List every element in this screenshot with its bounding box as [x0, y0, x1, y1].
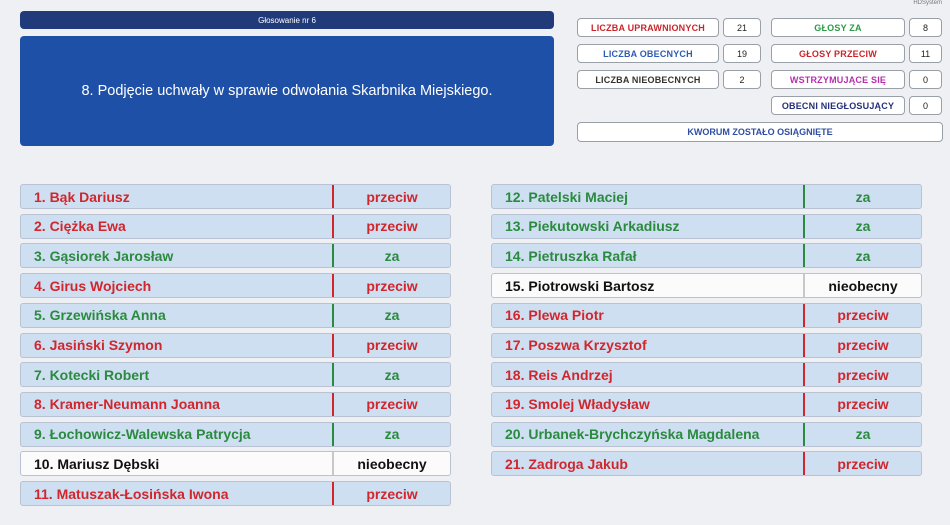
vote-result: przeciw: [332, 185, 450, 208]
councillor-name: 7. Kotecki Robert: [34, 366, 150, 383]
councillor-name: 12. Patelski Maciej: [505, 188, 628, 205]
stat-przeciw-value: 11: [909, 44, 942, 63]
stat-uprawnionych: [577, 18, 761, 37]
councillor-name: 2. Ciężka Ewa: [34, 218, 126, 235]
vote-row: [491, 392, 922, 417]
stat-przeciw: [771, 44, 942, 63]
councillor-name: 15. Piotrowski Bartosz: [505, 277, 655, 294]
vote-title-panel: 8. Podjęcie uchwały w sprawie odwołania Skarbnika Miejskiego.: [20, 36, 554, 146]
vote-row: [491, 303, 922, 328]
vote-row: [20, 451, 451, 476]
stat-nieobecnych: [577, 70, 761, 89]
vote-result: przeciw: [332, 393, 450, 416]
vote-result: za: [803, 215, 921, 238]
vote-result: przeciw: [332, 334, 450, 357]
councillor-name: 20. Urbanek-Brychczyńska Magdalena: [505, 426, 760, 443]
vote-row: [20, 273, 451, 298]
vote-number-header: Głosowanie nr 6: [20, 11, 554, 29]
vote-row: [491, 243, 922, 268]
vote-result: nieobecny: [803, 274, 921, 297]
vote-result: za: [803, 423, 921, 446]
stat-uprawnionych-value: 21: [723, 18, 761, 37]
councillor-name: 9. Łochowicz-Walewska Patrycja: [34, 426, 251, 443]
stat-nieobecnych-value: 2: [723, 70, 761, 89]
vote-result: przeciw: [332, 274, 450, 297]
vote-result: przeciw: [803, 304, 921, 327]
vote-result: nieobecny: [332, 452, 450, 475]
vote-result: przeciw: [803, 334, 921, 357]
stat-uprawnionych-label: LICZBA UPRAWNIONYCH: [577, 18, 719, 37]
stat-niegłosujacy-label: OBECNI NIEGŁOSUJĄCY: [771, 96, 905, 115]
vote-result: za: [332, 423, 450, 446]
vote-row: [20, 392, 451, 417]
stat-przeciw-label: GŁOSY PRZECIW: [771, 44, 905, 63]
stat-wstrzymujace-value: 0: [909, 70, 942, 89]
vote-row: [491, 362, 922, 387]
stat-nieobecnych-label: LICZBA NIEOBECNYCH: [577, 70, 719, 89]
vote-row: [491, 184, 922, 209]
councillor-name: 8. Kramer-Neumann Joanna: [34, 396, 220, 413]
councillor-name: 4. Girus Wojciech: [34, 277, 152, 294]
councillor-name: 16. Plewa Piotr: [505, 307, 604, 324]
councillor-name: 3. Gąsiorek Jarosław: [34, 247, 174, 264]
vote-result: przeciw: [803, 452, 921, 475]
councillor-name: 11. Matuszak-Łosińska Iwona: [34, 485, 229, 502]
vote-result: za: [803, 185, 921, 208]
vote-result: za: [332, 363, 450, 386]
councillor-name: 18. Reis Andrzej: [505, 366, 613, 383]
stat-obecnych-value: 19: [723, 44, 761, 63]
stat-za-label: GŁOSY ZA: [771, 18, 905, 37]
vote-result: przeciw: [803, 393, 921, 416]
councillor-name: 1. Bąk Dariusz: [34, 188, 130, 205]
stat-wstrzymujace-label: WSTRZYMUJĄCE SIĘ: [771, 70, 905, 89]
vote-result: za: [332, 244, 450, 267]
councillor-name: 13. Piekutowski Arkadiusz: [505, 218, 680, 235]
vote-result: przeciw: [803, 363, 921, 386]
vote-row: [491, 422, 922, 447]
stat-niegłosujacy: [771, 96, 942, 115]
vote-result: za: [803, 244, 921, 267]
councillor-name: 10. Mariusz Dębski: [34, 455, 160, 472]
stat-wstrzymujace: [771, 70, 942, 89]
quorum-status: KWORUM ZOSTAŁO OSIĄGNIĘTE: [577, 122, 943, 142]
councillor-name: 6. Jasiński Szymon: [34, 337, 163, 353]
vote-row: [20, 303, 451, 328]
stat-obecnych-label: LICZBA OBECNYCH: [577, 44, 719, 63]
vote-result: przeciw: [332, 482, 450, 505]
stat-niegłosujacy-value: 0: [909, 96, 942, 115]
vote-row: [20, 362, 451, 387]
vote-row: [20, 243, 451, 268]
councillor-name: 17. Poszwa Krzysztof: [505, 337, 647, 353]
councillor-name: 14. Pietruszka Rafał: [505, 247, 637, 264]
vote-row: [491, 333, 922, 358]
councillor-name: 21. Zadroga Jakub: [505, 455, 628, 472]
councillor-name: 5. Grzewińska Anna: [34, 307, 166, 324]
vote-result: za: [332, 304, 450, 327]
vote-row: [20, 422, 451, 447]
vote-row: [491, 214, 922, 239]
stat-za: [771, 18, 942, 37]
vote-row: [491, 451, 922, 476]
vote-row: [20, 214, 451, 239]
vote-row: [20, 184, 451, 209]
councillor-name: 19. Smolej Władysław: [505, 396, 650, 413]
vote-row: [20, 333, 451, 358]
vote-result: przeciw: [332, 215, 450, 238]
stat-za-value: 8: [909, 18, 942, 37]
stat-obecnych: [577, 44, 761, 63]
brand-logo-text: HDSystem: [913, 0, 942, 6]
vote-row: [20, 481, 451, 506]
vote-row: [491, 273, 922, 298]
